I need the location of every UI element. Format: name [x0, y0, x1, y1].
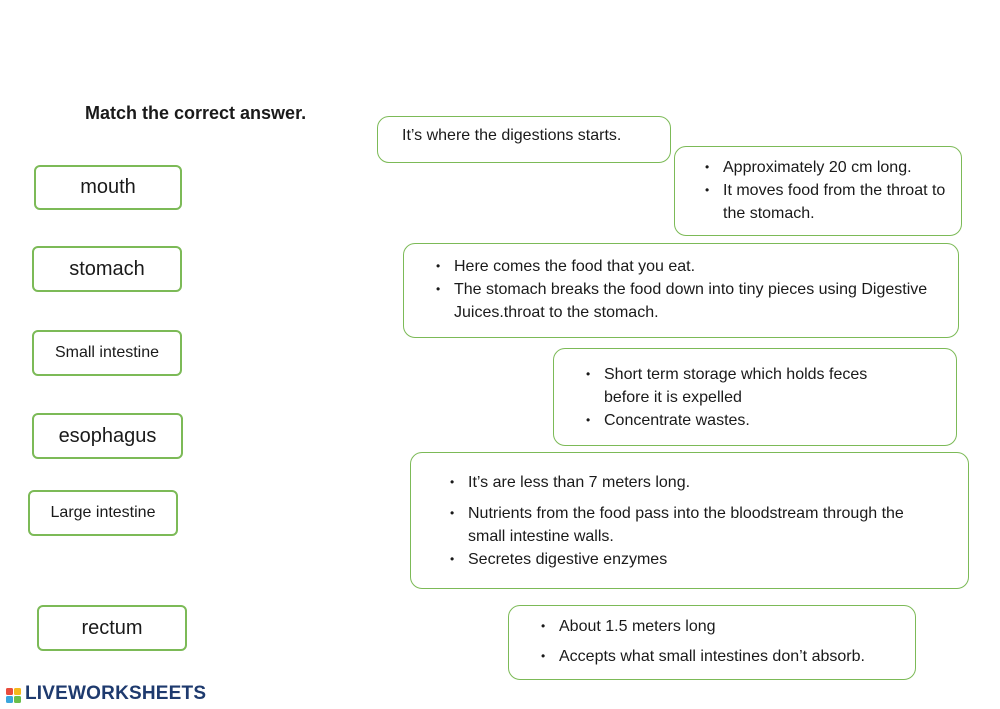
definition-text: It’s where the digestions starts. — [402, 127, 622, 144]
definition-list — [446, 471, 938, 571]
definition-list — [582, 363, 916, 432]
term-label: Large intestine — [50, 504, 156, 521]
term-mouth[interactable] — [34, 165, 182, 210]
list-item: • Secretes digestive enzymes — [446, 548, 938, 571]
term-label: rectum — [81, 616, 143, 639]
definition-box-5[interactable] — [410, 452, 969, 589]
term-large-intestine[interactable] — [28, 490, 178, 536]
list-item: • The stomach breaks the food down into tiny pieces using Digestive Juices.throat to the stomach. — [432, 278, 938, 324]
logo-text: LIVEWORKSHEETS — [25, 683, 207, 704]
definition-list — [537, 615, 901, 668]
list-item: • Concentrate wastes. — [582, 409, 916, 432]
term-rectum[interactable] — [37, 605, 187, 651]
term-label: Small intestine — [54, 344, 160, 361]
term-label: mouth — [80, 176, 136, 198]
list-item: • About 1.5 meters long — [537, 615, 901, 638]
definition-box-6[interactable] — [508, 605, 916, 680]
list-item: • It moves food from the throat to the stomach. — [701, 179, 947, 225]
list-item: • It’s are less than 7 meters long. — [446, 471, 938, 494]
list-item: • Nutrients from the food pass into the bloodstream through the small intestine walls. — [446, 502, 938, 548]
list-item: • Approximately 20 cm long. — [701, 156, 947, 179]
definition-list — [432, 255, 938, 324]
definition-list — [701, 156, 947, 225]
definition-box-3[interactable] — [403, 243, 959, 338]
list-item: • Accepts what small intestines don’t absorb. — [537, 645, 901, 668]
page-title: Match the correct answer. — [85, 103, 307, 123]
liveworksheets-logo — [6, 683, 206, 705]
term-label: esophagus — [58, 424, 157, 447]
term-esophagus[interactable] — [32, 413, 183, 459]
list-item: • Here comes the food that you eat. — [432, 255, 938, 278]
definition-box-4[interactable] — [553, 348, 957, 446]
definition-box-2[interactable] — [674, 146, 962, 236]
term-small-intestine[interactable] — [32, 330, 182, 376]
liveworksheets-logo-icon — [6, 686, 23, 703]
list-item: • Short term storage which holds feces before it is expelled — [582, 363, 916, 409]
definition-box-1[interactable] — [377, 116, 671, 163]
term-stomach[interactable] — [32, 246, 182, 292]
term-label: stomach — [69, 257, 145, 280]
